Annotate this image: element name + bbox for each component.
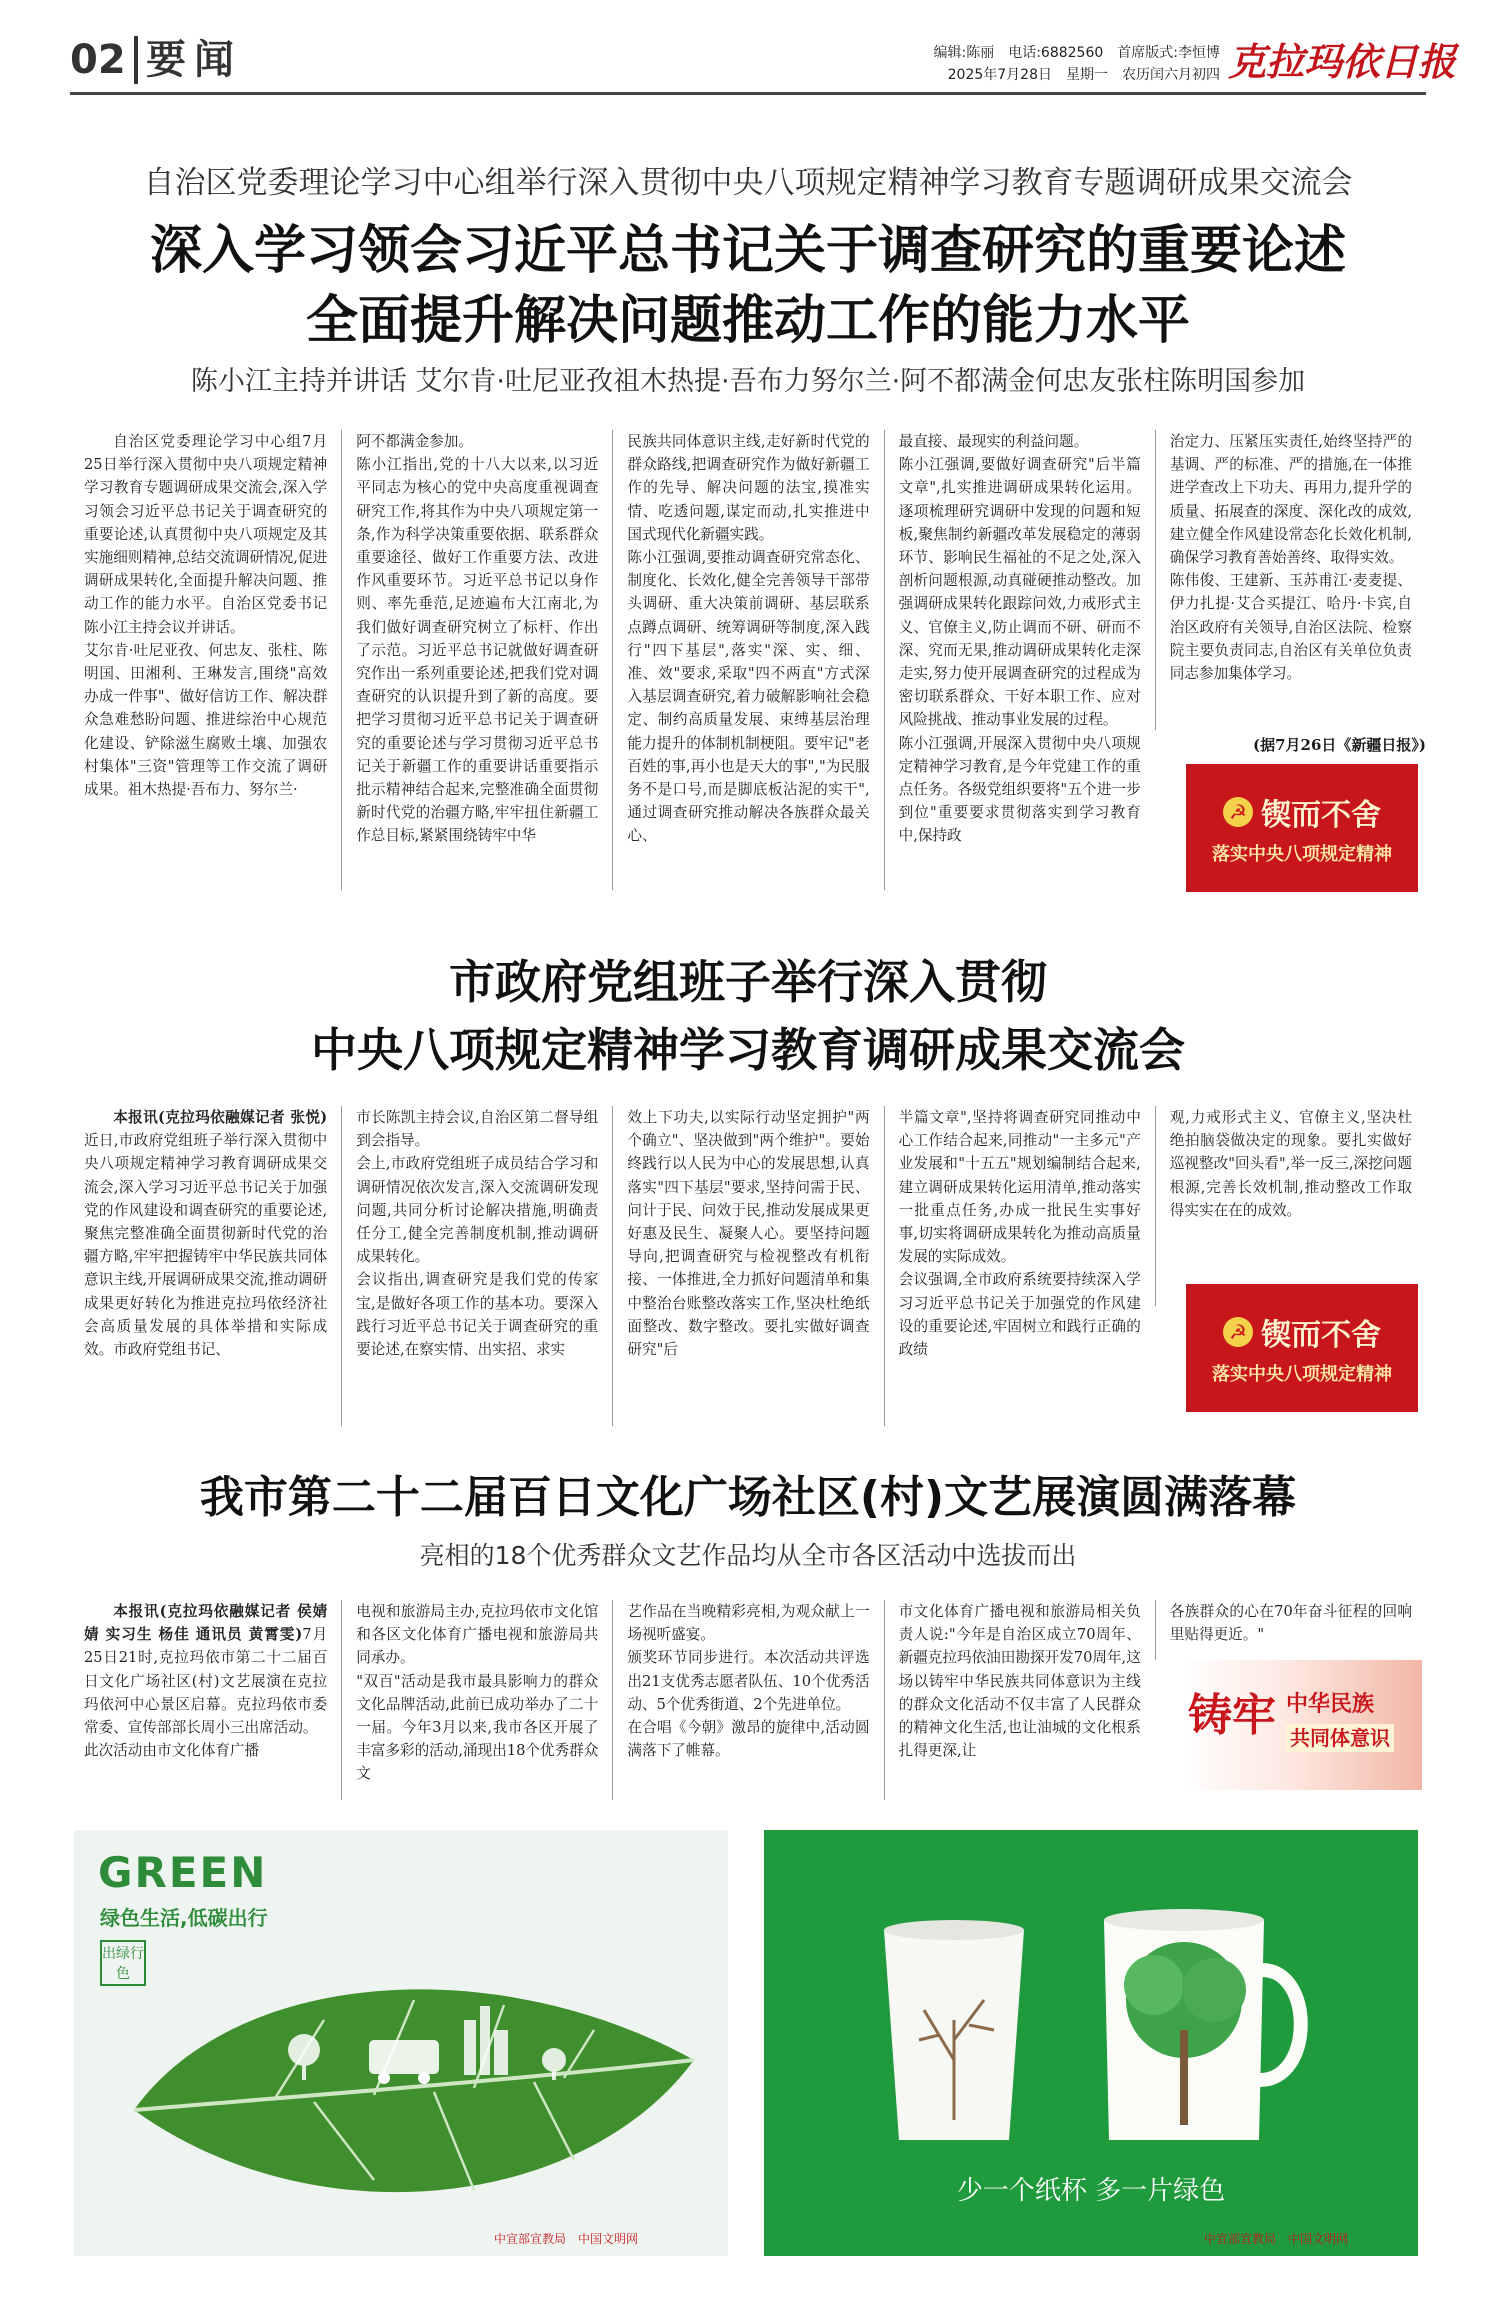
- article2-byline: 本报讯(克拉玛依融媒记者 张悦): [113, 1109, 328, 1126]
- article3-title: 我市第二十二届百日文化广场社区(村)文艺展演圆满落幕: [199, 1472, 1297, 1523]
- article1-column-4: 最直接、最现实的利益问题。 陈小江强调,要做好调查研究"后半篇文章",扎实推进调研成果转化运用。逐项梳理研究调研中发现的问题和短板,聚焦制约新疆改革发展稳定的薄弱环节、影响民生福祉的不足之处,深入剖析问题根源,动真碰硬推动整改。加强调研成果转化跟踪问效,力戒形式主义、官僚主义,防止调而不研、研而不深、究而无果,推动调研成果转化走深走实,努力使开展调查研究的过程成为密切联系群众、干好本职工作、应对风险挑战、推动事业发展的过程。 陈小江强调,开展深入贯彻中央八项规定精神学习教育,是今年党建工作的重点任务。各级党组织要将"五个进一步到位"重要要求贯彻落实到学习教育中,保持政: [884, 430, 1155, 890]
- article2-column-4: 半篇文章",坚持将调查研究同推动中心工作结合起来,同推动"一主多元"产业发展和"十五五"规划编制结合起来,建立调研成果转化运用清单,推动落实一批重点任务,办成一批民生实事好事,切实将调研成果转化为推动高质量发展的实际成效。 会议强调,全市政府系统要持续深入学习习近平总书记关于加强党的作风建设的重要论述,牢固树立和践行正确的政绩: [884, 1106, 1155, 1426]
- header-rule: [70, 92, 1426, 95]
- tag-slogan: 锲而不舍: [1261, 1318, 1381, 1353]
- ethnic-unity-badge: [1182, 1660, 1422, 1790]
- party-emblem-icon: ☭: [1223, 797, 1253, 827]
- ad-left-headline: GREEN: [98, 1848, 268, 1897]
- article1-subtitle: 陈小江主持并讲话 艾尔肯·吐尼亚孜祖木热提·吾布力努尔兰·阿不都满金何忠友张柱陈明国参加: [190, 366, 1306, 397]
- tag-subline: 落实中央八项规定精神: [1212, 1364, 1392, 1385]
- article2-column-1: 本报讯(克拉玛依融媒记者 张悦)近日,市政府党组班子举行深入贯彻中央八项规定精神学习教育调研成果交流会,深入学习习近平总书记关于加强党的作风建设和调查研究的重要论述,聚焦完整准确全面贯彻新时代党的治疆方略,牢牢把握铸牢中华民族共同体意识主线,开展调研成果交流,推动调研成果更好转化为推进克拉玛依经济社会高质量发展的具体举措和实际成效。市政府党组书记、: [84, 1109, 328, 1359]
- article1-column-5: 治定力、压紧压实责任,始终坚持严的基调、严的标准、严的措施,在一体推进学查改上下功夫、再用力,提升学的质量、拓展查的深度、深化改的成效,建立健全作风建设常态化长效化机制,确保学习教育善始善终、取得实效。 陈伟俊、王建新、玉苏甫江·麦麦提、伊力扎提·艾合买提江、哈丹·卡宾,自治区政府有关领导,自治区法院、检察院主要负责同志,自治区有关单位负责同志参加集体学习。: [1155, 430, 1426, 730]
- editor-line: 编辑:陈丽 电话:6882560 首席版式:李恒博: [933, 45, 1220, 61]
- article2-title-line1: 市政府党组班子举行深入贯彻: [449, 955, 1047, 1009]
- article3-column-2: 电视和旅游局主办,克拉玛依市文化馆和各区文化体育广播电视和旅游局共同承办。 "双百"活动是我市最具影响力的群众文化品牌活动,此前已成功举办了二十一届。今年3月以来,我市各区开展了丰富多彩的活动,涌现出18个优秀群众文: [341, 1600, 612, 1800]
- party-emblem-icon: ☭: [1223, 1317, 1253, 1347]
- article3-column-5: 各族群众的心在70年奋斗征程的回响里贴得更近。": [1155, 1600, 1426, 1660]
- badge-main-text: 铸牢: [1188, 1690, 1276, 1741]
- article2-title-line2: 中央八项规定精神学习教育调研成果交流会: [311, 1023, 1185, 1077]
- cups-illustration: [864, 1890, 1324, 2150]
- ad-left-credit: 中宣部宣教局 中国文明网: [494, 2232, 639, 2246]
- article2-column-3: 效上下功夫,以实际行动坚定拥护"两个确立"、坚决做到"两个维护"。要始终践行以人民为中心的发展思想,认真落实"四下基层"要求,坚持问需于民、问计于民、问效于民,推动发展成果更好惠及民生、凝聚人心。要坚持问题导向,把调查研究与检视整改有机衔接、一体推进,全力抓好问题清单和集中整治台账整改落实工作,坚决杜绝纸面整改、数字整改。要扎实做好调查研究"后: [612, 1106, 883, 1426]
- badge-line2: 共同体意识: [1286, 1724, 1394, 1752]
- date-line: 2025年7月28日 星期一 农历闰六月初四: [947, 67, 1220, 83]
- article3-subtitle: 亮相的18个优秀群众文艺作品均从全市各区活动中选拔而出: [419, 1541, 1077, 1570]
- article1-source: (据7月26日《新疆日报》): [1252, 736, 1426, 754]
- article3-column-3: 艺作品在当晚精彩亮相,为观众献上一场视听盛宴。 颁奖环节同步进行。本次活动共评选出21支优秀志愿者队伍、10个优秀活动、5个优秀街道、2个先进单位。 在合唱《今朝》激昂的旋律中,活动圆满落下了帷幕。: [612, 1600, 883, 1800]
- article1-title-line1: 深入学习领会习近平总书记关于调查研究的重要论述: [149, 221, 1346, 281]
- ad-left-tagline: 绿色生活,低碳出行: [100, 1906, 268, 1930]
- section-title: 要闻: [146, 37, 242, 83]
- article3-byline: 本报讯(克拉玛依融媒记者 侯婧婧 实习生 杨佳 通讯员 黄霄雯): [84, 1603, 328, 1644]
- campaign-tag-2: [1186, 1284, 1418, 1412]
- article1-kicker: 自治区党委理论学习中心组举行深入贯彻中央八项规定精神学习教育专题调研成果交流会: [143, 165, 1353, 201]
- article3-column-4: 市文化体育广播电视和旅游局相关负责人说:"今年是自治区成立70周年、新疆克拉玛依油田勘探开发70周年,这场以铸牢中华民族共同体意识为主线的群众文化活动不仅丰富了人民群众的精神文化生活,也让油城的文化根系扎得更深,让: [884, 1600, 1155, 1800]
- article1-column-3: 民族共同体意识主线,走好新时代党的群众路线,把调查研究作为做好新疆工作的先导、解决问题的法宝,摸准实情、吃透问题,谋定而动,扎实推进中国式现代化新疆实践。 陈小江强调,要推动调查研究常态化、制度化、长效化,健全完善领导干部带头调研、重大决策前调研、基层联系点蹲点调研、统筹调研等制度,深入践行"四下基层",落实"深、实、细、准、效"要求,采取"四不两直"方式深入基层调查研究,着力破解影响社会稳定、制约高质量发展、束缚基层治理能力提升的体制机制梗阻。要牢记"老百姓的事,再小也是天大的事","为民服务不是口号,而是脚底板沾泥的实干",通过调查研究推动解决各族群众最关心、: [612, 430, 883, 890]
- article1-title-line2: 全面提升解决问题推动工作的能力水平: [305, 291, 1190, 351]
- article1-column-1: 自治区党委理论学习中心组7月25日举行深入贯彻中央八项规定精神学习教育专题调研成果交流会,深入学习领会习近平总书记关于调查研究的重要论述,认真贯彻中央八项规定及其实施细则精神,总结交流调研情况,促进调研成果转化,全面提升解决问题、推动工作的能力水平。自治区党委书记陈小江主持会议并讲话。 艾尔肯·吐尼亚孜、何忠友、张柱、陈明国、田湘利、王琳发言,围绕"高效办成一件事"、做好信访工作、解决群众急难愁盼问题、推进综治中心规范化建设、铲除滋生腐败土壤、加强农村集体"三资"管理等工作交流了调研成果。祖木热提·吾布力、努尔兰·: [84, 433, 328, 799]
- ad-paper-cup: [764, 1830, 1418, 2256]
- masthead-logo: 克拉玛依日报: [1228, 39, 1457, 84]
- article2-column-5: 观,力戒形式主义、官僚主义,坚决杜绝拍脑袋做决定的现象。要扎实做好巡视整改"回头看",举一反三,深挖问题根源,完善长效机制,推动整改工作取得实实在在的成效。: [1155, 1106, 1426, 1306]
- tag-subline: 落实中央八项规定精神: [1212, 844, 1392, 865]
- tag-slogan: 锲而不舍: [1261, 798, 1381, 833]
- ad-right-caption: 少一个纸杯 多一片绿色: [956, 2176, 1226, 2206]
- ad-left-seal: 出绿行色: [100, 1940, 146, 1986]
- campaign-tag-1: [1186, 764, 1418, 892]
- page-number: 02: [70, 37, 126, 83]
- ad-green-travel: [74, 1830, 728, 2256]
- article3-column-1: 本报讯(克拉玛依融媒记者 侯婧婧 实习生 杨佳 通讯员 黄霄雯)7月25日21时,克拉玛依市第二十二届百日文化广场社区(村)文艺展演在克拉玛依河中心景区启幕。克拉玛依市委常委、宣传部部长周小三出席活动。 此次活动由市文化体育广播: [84, 1603, 328, 1760]
- edition-info: [865, 42, 1220, 86]
- header-divider: [134, 36, 138, 84]
- ad-right-credit: 中宣部宣教局 中国文明网: [1204, 2232, 1349, 2246]
- leaf-illustration: [114, 1910, 714, 2250]
- badge-line1: 中华民族: [1286, 1692, 1375, 1717]
- article2-column-2: 市长陈凯主持会议,自治区第二督导组到会指导。 会上,市政府党组班子成员结合学习和调研情况依次发言,深入交流调研发现问题,共同分析讨论解决措施,明确责任分工,健全完善制度机制,推动调研成果转化。 会议指出,调查研究是我们党的传家宝,是做好各项工作的基本功。要深入践行习近平总书记关于调查研究的重要论述,在察实情、出实招、求实: [341, 1106, 612, 1426]
- article1-column-2: 阿不都满金参加。 陈小江指出,党的十八大以来,以习近平同志为核心的党中央高度重视调查研究工作,将其作为中央八项规定第一条,作为科学决策重要依据、联系群众重要途径、做好工作重要方法、改进作风重要环节。习近平总书记以身作则、率先垂范,足迹遍布大江南北,为我们做好调查研究树立了标杆、作出了示范。习近平总书记就做好调查研究作出一系列重要论述,把我们党对调查研究的认识提升到了新的高度。要把学习贯彻习近平总书记关于调查研究的重要论述与学习贯彻习近平总书记关于新疆工作的重要讲话重要指示批示精神结合起来,完整准确全面贯彻新时代党的治疆方略,牢牢扭住新疆工作总目标,紧紧围绕铸牢中华: [341, 430, 612, 890]
